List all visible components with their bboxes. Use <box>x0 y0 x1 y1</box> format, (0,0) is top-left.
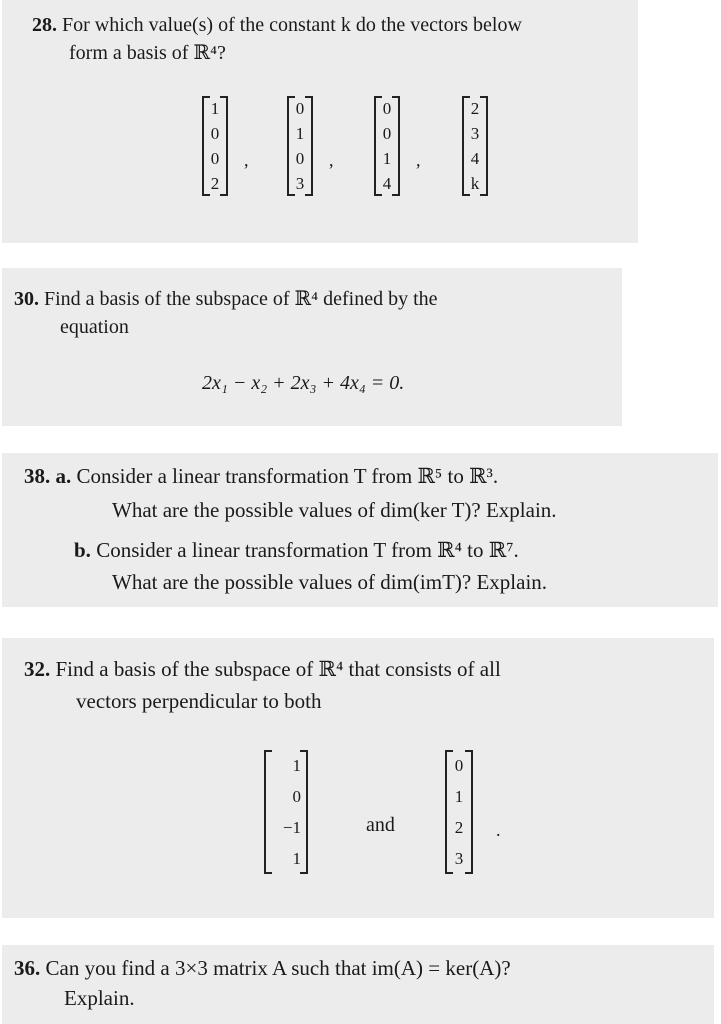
part-label: b. <box>74 538 91 562</box>
vector-entry: 1 <box>292 849 301 868</box>
and-text: and <box>366 814 395 836</box>
column-vector <box>374 96 400 196</box>
problem-line: Consider a linear transformation T from ℝ⁵ to ℝ³. <box>76 464 499 488</box>
problem-30-text <box>14 286 438 312</box>
problem-number: 32. <box>24 657 51 681</box>
equation: 2x₁ − x₂ + 2x₃ + 4x₄ = 0. <box>202 372 405 394</box>
column-vector <box>264 750 308 874</box>
problem-36-text-2 <box>64 985 135 1011</box>
problem-30-text-2 <box>60 314 129 340</box>
vector-entry: 1 <box>295 124 305 143</box>
column-vector <box>445 750 473 874</box>
problem-number: 36. <box>14 956 41 980</box>
vector-entry: 3 <box>470 124 480 143</box>
vector-entry: 0 <box>210 124 220 143</box>
vector-entry: 4 <box>382 174 392 193</box>
comma: , <box>416 150 421 170</box>
problem-38-b-text <box>74 537 519 563</box>
vector-entry: 0 <box>382 99 392 118</box>
vector-entry: 2 <box>470 99 480 118</box>
vector-entry: 1 <box>210 99 220 118</box>
comma: , <box>244 150 249 170</box>
vector-1 <box>202 96 228 196</box>
vector-entry: 0 <box>454 756 464 775</box>
problem-30-panel <box>2 268 622 426</box>
vector-entry: 2 <box>210 174 220 193</box>
vector-entry: −1 <box>282 818 301 837</box>
part-label: a. <box>55 464 72 488</box>
problem-line: Find a basis of the subspace of ℝ⁴ that consists of all <box>55 657 501 681</box>
problem-28-text <box>32 12 522 38</box>
problem-line: vectors perpendicular to both <box>76 689 322 713</box>
problem-28-text-2 <box>69 40 226 66</box>
vector-entry: 1 <box>292 756 301 775</box>
vector-2 <box>445 750 473 874</box>
column-vector <box>462 96 488 196</box>
problem-line: For which value(s) of the constant k do the vectors below <box>62 14 522 36</box>
problem-32-text <box>24 656 501 682</box>
vector-entry: 0 <box>210 149 220 168</box>
vector-entry: 1 <box>454 787 464 806</box>
problem-28-panel <box>2 0 638 243</box>
problem-38-a-text <box>24 463 498 489</box>
problem-38-b-text-2 <box>112 569 547 595</box>
column-vector <box>287 96 313 196</box>
problem-38-a-text-2 <box>112 497 557 523</box>
vector-entry: 0 <box>295 149 305 168</box>
column-vector <box>202 96 228 196</box>
vector-entry: 1 <box>382 149 392 168</box>
vector-1 <box>264 750 308 874</box>
problem-line: Explain. <box>64 986 135 1010</box>
comma: , <box>329 150 334 170</box>
problem-number: 28. <box>32 14 57 36</box>
vector-2 <box>287 96 313 196</box>
problem-line: form a basis of ℝ⁴? <box>69 42 226 64</box>
vector-entry: 0 <box>382 124 392 143</box>
problem-36-panel <box>2 945 714 1024</box>
vector-entry: 2 <box>454 818 464 837</box>
period: . <box>496 820 501 840</box>
vector-entry: k <box>470 174 480 193</box>
vector-entry: 4 <box>470 149 480 168</box>
problem-line: Can you find a 3×3 matrix A such that im(A) = ker(A)? <box>45 956 511 980</box>
problem-32-panel <box>2 638 714 918</box>
problem-line: Consider a linear transformation T from ℝ⁴ to ℝ⁷. <box>96 538 519 562</box>
vector-4 <box>462 96 488 196</box>
problem-38-panel <box>2 453 718 607</box>
problem-line: What are the possible values of dim(ker T)? Explain. <box>112 498 557 522</box>
problem-36-text <box>14 955 511 981</box>
problem-line: What are the possible values of dim(imT)? Explain. <box>112 570 548 594</box>
vector-entry: 0 <box>292 787 301 806</box>
problem-32-text-2 <box>76 688 322 714</box>
vector-3 <box>374 96 400 196</box>
vector-entry: 0 <box>295 99 305 118</box>
problem-number: 38. <box>24 464 51 488</box>
vector-entry: 3 <box>295 174 305 193</box>
problem-line: Find a basis of the subspace of ℝ⁴ defined by the <box>44 288 438 310</box>
problem-line: equation <box>60 316 129 338</box>
problem-number: 30. <box>14 288 39 310</box>
vector-entry: 3 <box>454 849 464 868</box>
